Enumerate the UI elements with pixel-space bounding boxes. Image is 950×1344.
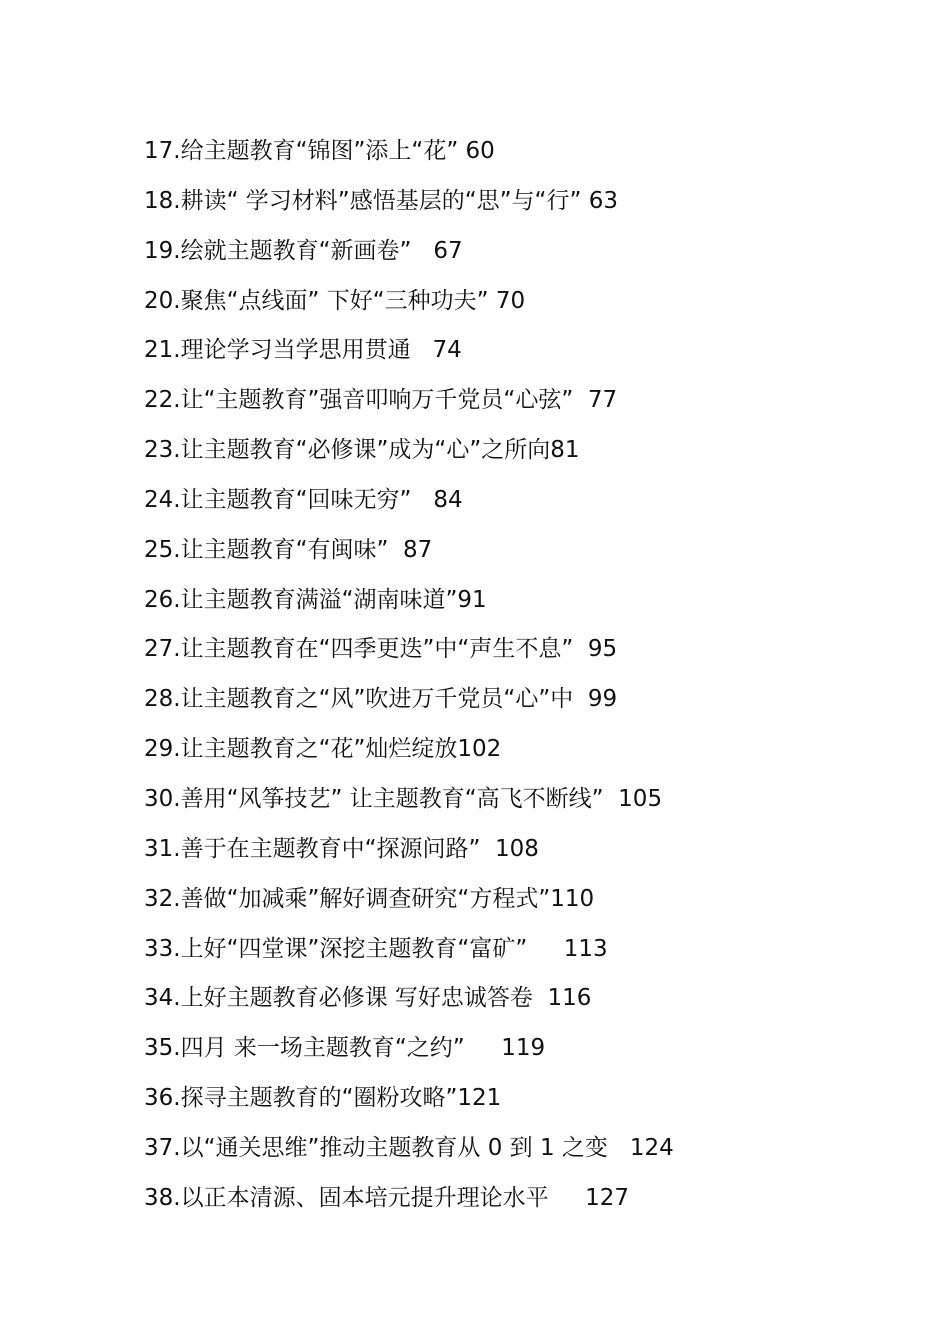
toc-entry xyxy=(144,879,904,929)
toc-entry xyxy=(144,729,904,779)
toc-entry-text: 38.以正本清源、固本培元提升理论水平 127 xyxy=(144,1184,630,1211)
toc-entry-text: 18.耕读“ 学习材料”感悟基层的“思”与“行” 63 xyxy=(144,187,618,214)
toc-entry xyxy=(144,430,904,480)
toc-entry xyxy=(144,629,904,679)
toc-entry-text: 17.给主题教育“锦图”添上“花” 60 xyxy=(144,138,495,164)
toc-entry xyxy=(144,330,904,380)
toc-entry xyxy=(144,281,904,331)
toc-entry-text: 23.让主题教育“必修课”成为“心”之所向81 xyxy=(144,437,580,464)
toc-entry xyxy=(144,978,904,1028)
toc-entry-text: 21.理论学习当学思用贯通 74 xyxy=(144,337,462,364)
toc-entry-text: 32.善做“加减乘”解好调查研究“方程式”110 xyxy=(144,885,595,912)
toc-entry-text: 20.聚焦“点线面” 下好“三种功夫” 70 xyxy=(144,287,526,314)
toc-entry-text: 37.以“通关思维”推动主题教育从 0 到 1 之变 124 xyxy=(144,1134,674,1161)
toc-entry xyxy=(144,779,904,829)
toc-entry-text: 29.让主题教育之“花”灿烂绽放102 xyxy=(144,736,502,763)
toc-entry-text: 30.善用“风筝技艺” 让主题教育“高飞不断线” 105 xyxy=(144,785,663,812)
toc-entry xyxy=(144,679,904,729)
toc-entry xyxy=(144,1178,904,1228)
toc-entry-text: 35.四月 来一场主题教育“之约” 119 xyxy=(144,1035,546,1062)
toc-entry xyxy=(144,181,904,231)
toc-entry xyxy=(144,530,904,580)
toc-entry-text: 34.上好主题教育必修课 写好忠诚答卷 116 xyxy=(144,985,592,1012)
toc-entry-text: 33.上好“四堂课”深挖主题教育“富矿” 113 xyxy=(144,935,608,962)
toc-entry-text: 24.让主题教育“回味无穷” 84 xyxy=(144,486,463,513)
toc-entry-text: 31.善于在主题教育中“探源问路” 108 xyxy=(144,835,539,862)
toc-entry-text: 22.让“主题教育”强音叩响万千党员“心弦” 77 xyxy=(144,387,618,414)
toc-entry xyxy=(144,929,904,979)
toc-entry xyxy=(144,380,904,430)
toc-entry-text: 36.探寻主题教育的“圈粉攻略”121 xyxy=(144,1085,502,1112)
toc-entry xyxy=(144,131,904,181)
table-of-contents xyxy=(144,131,904,1228)
toc-entry xyxy=(144,1028,904,1078)
toc-entry xyxy=(144,1078,904,1128)
toc-entry-text: 28.让主题教育之“风”吹进万千党员“心”中 99 xyxy=(144,686,618,713)
toc-entry xyxy=(144,480,904,530)
toc-entry-text: 25.让主题教育“有闽味” 87 xyxy=(144,536,433,563)
toc-entry xyxy=(144,829,904,879)
toc-entry xyxy=(144,1128,904,1178)
toc-entry-text: 27.让主题教育在“四季更迭”中“声生不息” 95 xyxy=(144,636,618,663)
toc-entry xyxy=(144,580,904,630)
toc-entry xyxy=(144,231,904,281)
toc-entry-text: 26.让主题教育满溢“湖南味道”91 xyxy=(144,586,487,613)
toc-entry-text: 19.绘就主题教育“新画卷” 67 xyxy=(144,237,463,264)
